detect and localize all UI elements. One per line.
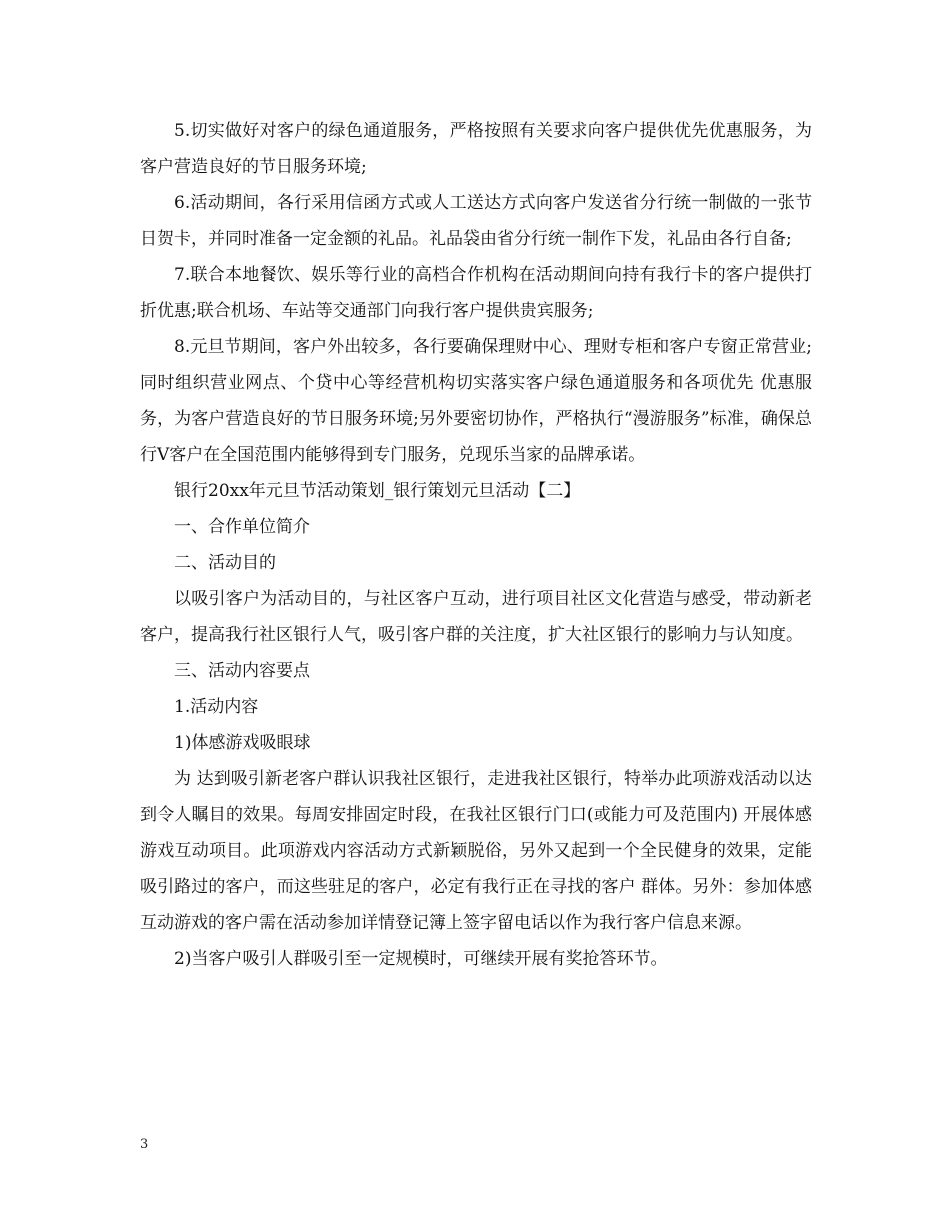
paragraph-motion-game: 为 达到吸引新老客户群认识我社区银行，走进我社区银行，特举办此项游戏活动以达到令人瞩目的效果。每周安排固定时段，在我社区银行门口(或能力可及范围内) 开展体感游戏互动项目。此项游戏内容活动方式新颖脱俗，另外又起到一个全民健身的效果，定能吸引路过的客户，而这些驻足的客户，必定有我行正在寻找的客户 群体。另外：参加体感互动游戏的客户需在活动参加详情登记簿上签字留电话以作为我行客户信息来源。 [140,769,812,933]
subheading-motion-game: 1)体感游戏吸眼球 [174,733,311,753]
paragraph-activity-purpose: 以吸引客户为活动目的，与社区客户互动，进行项目社区文化营造与感受，带动新老客户，提高我行社区银行人气，吸引客户群的关注度，扩大社区银行的影响力与认知度。 [140,589,812,645]
heading-partner-intro: 一、合作单位简介 [174,517,310,537]
page-number: 3 [140,1137,149,1152]
paragraph-item-6-greeting-card: 6.活动期间，各行采用信函方式或人工送达方式向客户发送省分行统一制做的一张节日贺卡，并同时准备一定金额的礼品。礼品袋由省分行统一制作下发，礼品由各行自备; [140,193,812,249]
paragraph-item-7-partner-discount: 7.联合本地餐饮、娱乐等行业的高档合作机构在活动期间向持有我行卡的客户提供打折优惠;联合机场、车站等交通部门向我行客户提供贵宾服务; [140,265,812,321]
document-body [140,113,812,977]
heading-activity-key-points: 三、活动内容要点 [174,661,310,681]
heading-activity-purpose: 二、活动目的 [174,553,276,573]
section-title-plan-two: 银行20xx年元旦节活动策划_银行策划元旦活动【二】 [174,481,581,501]
subheading-activity-content: 1.活动内容 [174,697,259,717]
paragraph-item-5-green-channel: 5.切实做好对客户的绿色通道服务，严格按照有关要求向客户提供优先优惠服务，为客户营造良好的节日服务环境; [140,121,812,177]
paragraph-quiz-session: 2)当客户吸引人群吸引至一定规模时，可继续开展有奖抢答环节。 [174,949,668,969]
paragraph-item-8-new-year-service: 8.元旦节期间，客户外出较多，各行要确保理财中心、理财专柜和客户专窗正常营业;同时组织营业网点、个贷中心等经营机构切实落实客户绿色通道服务和各项优先 优惠服务，为客户营造良好的节日服务环境;另外要密切协作，严格执行“漫游服务”标准，确保总行V客户在全国范围内能够得到专门服务，兑现乐当家的品牌承诺。 [140,337,812,465]
